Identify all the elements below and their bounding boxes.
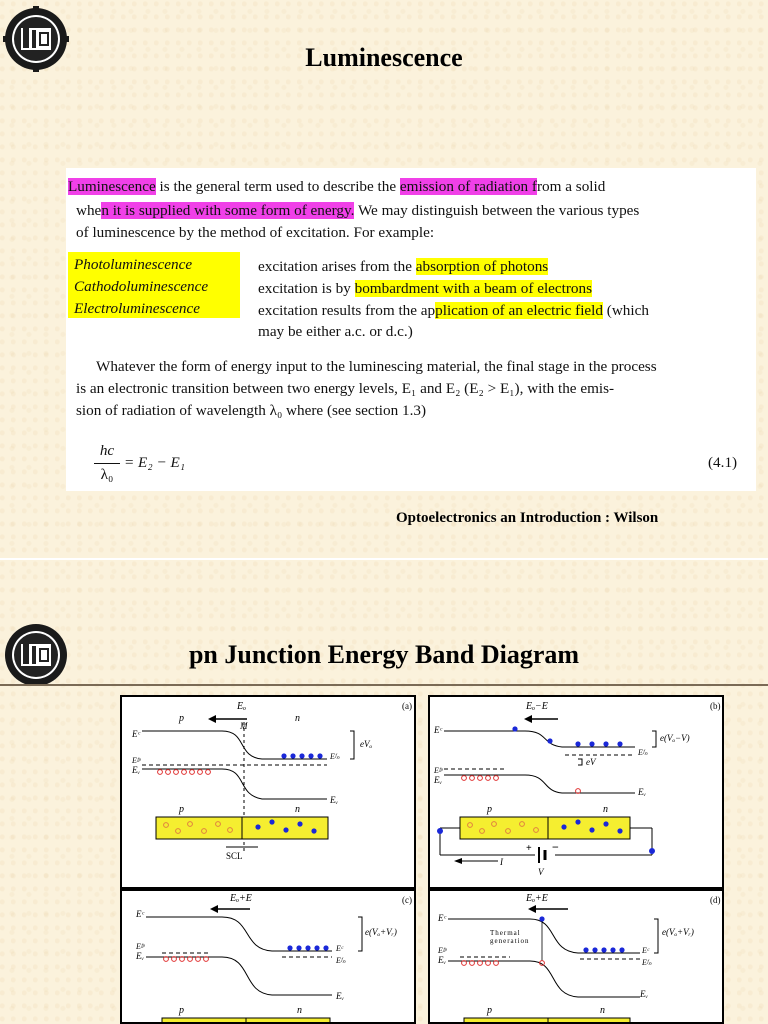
svg-text:Eₒ+E: Eₒ+E — [230, 893, 252, 904]
svg-text:Eᶜ: Eᶜ — [132, 729, 140, 739]
svg-text:e(Vₒ−V): e(Vₒ−V) — [660, 733, 690, 743]
svg-text:Eᶠᵖ: Eᶠᵖ — [438, 946, 447, 955]
svg-text:I: I — [500, 857, 503, 867]
equation-numerator: hc — [99, 442, 115, 459]
svg-text:eVₒ: eVₒ — [360, 739, 373, 749]
svg-text:Eᶠᵖ: Eᶠᵖ — [136, 942, 145, 951]
svg-text:Eₒ: Eₒ — [237, 701, 246, 712]
svg-text:V: V — [538, 867, 544, 877]
svg-text:n: n — [295, 713, 300, 724]
svg-text:n: n — [603, 804, 608, 815]
svg-text:+: + — [526, 843, 532, 854]
svg-text:p: p — [179, 1005, 184, 1016]
slide-title: Luminescence — [305, 43, 463, 72]
panel-b — [428, 695, 724, 889]
svg-text:(a): (a) — [402, 701, 412, 711]
svg-text:Eᶠₙ: Eᶠₙ — [330, 752, 340, 761]
svg-text:Eᶠᵖ: Eᶠᵖ — [132, 756, 141, 765]
svg-text:Eₒ+E: Eₒ+E — [526, 893, 548, 904]
svg-text:(d): (d) — [710, 895, 721, 905]
svg-text:M: M — [240, 721, 248, 731]
svg-text:Eᶜ: Eᶜ — [434, 725, 442, 735]
highlight-energy: n it is supplied with some form of energy. — [101, 202, 355, 219]
svg-text:Eᵥ: Eᵥ — [640, 989, 649, 999]
svg-text:(b): (b) — [710, 701, 721, 711]
equation-denominator: λ₀ — [100, 466, 114, 483]
svg-text:Eᶠₙ: Eᶠₙ — [638, 748, 648, 757]
svg-text:n: n — [295, 804, 300, 815]
svg-text:Thermal: Thermal — [490, 929, 521, 937]
svg-text:n: n — [600, 1005, 605, 1016]
svg-text:Eᶠᵖ: Eᶠᵖ — [434, 766, 443, 775]
svg-text:SCL: SCL — [226, 851, 243, 861]
source-credit: Optoelectronics an Introduction : Wilson — [396, 510, 659, 526]
svg-text:Eᵥ: Eᵥ — [330, 795, 339, 805]
svg-text:Eᶜ: Eᶜ — [136, 909, 144, 919]
panel-a — [120, 695, 416, 889]
svg-text:Eᵥ: Eᵥ — [638, 787, 647, 797]
slide-title: pn Junction Energy Band Diagram — [188, 640, 580, 669]
svg-text:e(Vₒ+Vᵣ): e(Vₒ+Vᵣ) — [662, 927, 694, 937]
highlight-emission: emission of radiation f — [399, 178, 537, 195]
panel-d — [428, 889, 724, 1024]
svg-text:Eᶠₙ: Eᶠₙ — [642, 958, 652, 967]
panel-c — [120, 889, 416, 1024]
svg-text:Eᵥ: Eᵥ — [136, 951, 145, 961]
svg-text:p: p — [487, 804, 492, 815]
svg-text:eV: eV — [586, 757, 596, 767]
equation-number: (4.1) — [708, 454, 738, 471]
svg-text:Eᶜ: Eᶜ — [642, 946, 649, 955]
svg-text:p: p — [487, 1005, 492, 1016]
svg-text:n: n — [297, 1005, 302, 1016]
svg-text:p: p — [179, 804, 184, 815]
svg-text:(c): (c) — [402, 895, 412, 905]
svg-text:Eᶜ: Eᶜ — [438, 913, 446, 923]
term-photo: Photoluminescence — [74, 256, 193, 273]
slide-band-diagram — [0, 560, 768, 1024]
term-cathodo: Cathodoluminescence — [74, 278, 209, 295]
svg-text:Eᶜ: Eᶜ — [336, 944, 343, 953]
svg-text:Eᵥ: Eᵥ — [434, 775, 443, 785]
svg-text:Eₒ−E: Eₒ−E — [526, 701, 548, 712]
svg-text:p: p — [179, 713, 184, 724]
svg-text:Eᶠₙ: Eᶠₙ — [336, 956, 346, 965]
svg-text:generation: generation — [490, 937, 530, 945]
svg-text:e(Vₒ+Vᵣ): e(Vₒ+Vᵣ) — [365, 927, 397, 937]
term-electro: Electroluminescence — [74, 300, 200, 317]
svg-text:Eᵥ: Eᵥ — [438, 955, 447, 965]
highlight-luminescence: Luminescence — [68, 178, 156, 195]
equation-rhs: = E₂ − E₁ — [124, 454, 186, 471]
textbook-excerpt: Luminescence is the general term used to describe the emission of radiation from a solid when it is supplied with some form of energy. We may distinguish between the various types of luminescence by the method of excitation. For example: Photoluminescence Cathodoluminescence Electroluminescence excitation arises from the absorption of photons excitation is by bombardment with a beam of electrons excitation results from the application of an electric field (which may be either a.c. or d.c.) Whatever the form of energy input to the luminescing material, the final stage in the process is an electronic transition between two energy levels, E₁ and E₂ (E₂ > E₁), with the emis- sion of radiation of wavelength λ₀ where (see section 1.3) hc λ₀ = E₂ − E₁ (4.1) — [66, 168, 756, 491]
svg-text:Eᵥ: Eᵥ — [132, 765, 141, 775]
svg-text:−: − — [552, 840, 559, 854]
svg-text:Eᵥ: Eᵥ — [336, 991, 345, 1001]
